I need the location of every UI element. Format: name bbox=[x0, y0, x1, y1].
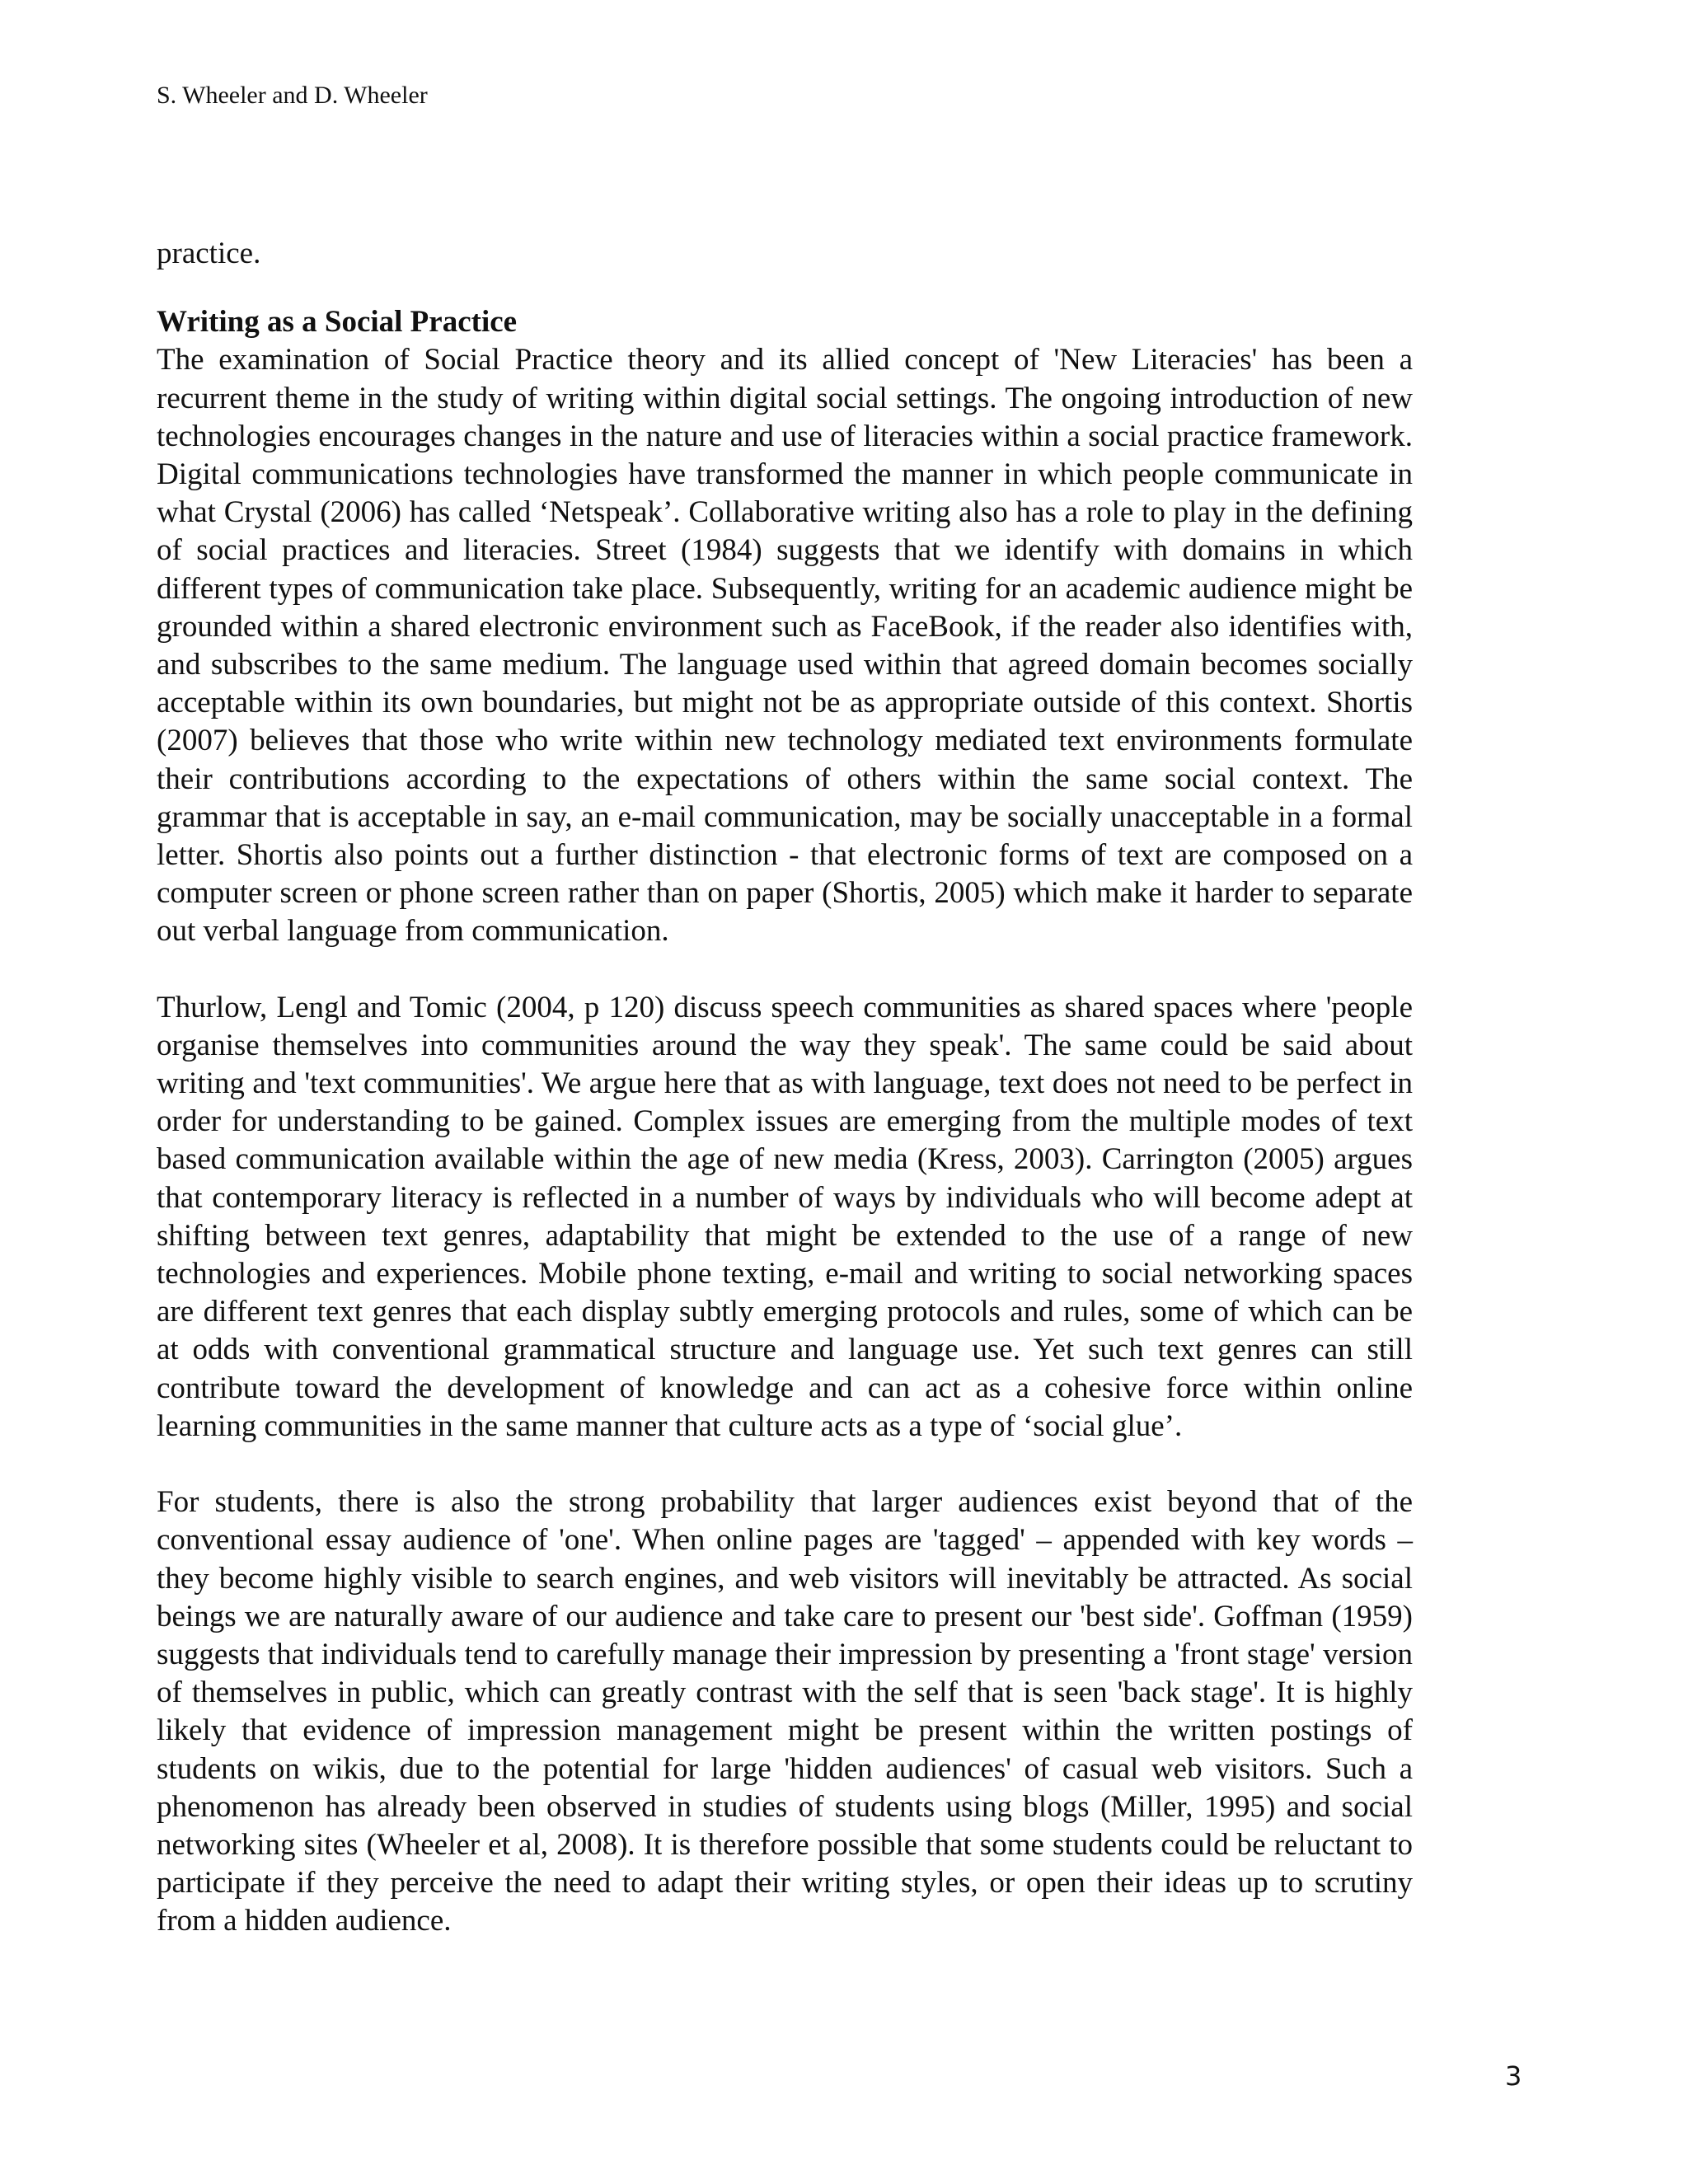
section-heading: Writing as a Social Practice bbox=[157, 305, 518, 340]
page-number: 3 bbox=[1505, 2060, 1522, 2092]
running-head: S. Wheeler and D. Wheeler bbox=[157, 82, 428, 109]
carry-over-text: practice. bbox=[157, 237, 261, 270]
paragraph-2: Thurlow, Lengl and Tomic (2004, p 120) discuss speech communities as shared spaces where 'people organise themselves into communities around the way they speak'. The same could be said about writing and 'text communities'. We argue here that as with language, text does not need to be perfect in order for understanding to be gained. Complex issues are emerging from the multiple modes of text based communication available within the age of new media (Kress, 2003). Carrington (2005) argues that contemporary literacy is reflected in a number of ways by individuals who will become adept at shifting between text genres, adaptability that might be extended to the use of a range of new technologies and experiences. Mobile phone texting, e-mail and writing to social networking spaces are different text genres that each display subtly emerging protocols and rules, some of which can be at odds with conventional grammatical structure and language use. Yet such text genres can still contribute toward the development of knowledge and can act as a cohesive force within online learning communities in the same manner that culture acts as a type of ‘social glue’. bbox=[157, 990, 1413, 1443]
paragraph-1: The examination of Social Practice theory and its allied concept of 'New Literacies' has been a recurrent theme in the study of writing within digital social settings. The ongoing introduction of new technologies encourages changes in the nature and use of literacies within a social practice framework. Digital communications technologies have transformed the manner in which people communicate in what Crystal (2006) has called ‘Netspeak’. Collaborative writing also has a role to play in the defining of social practices and literacies. Street (1984) suggests that we identify with domains in which different types of communication take place. Subsequently, writing for an academic audience might be grounded within a shared electronic environment such as FaceBook, if the reader also identifies with, and subscribes to the same medium. The language used within that agreed domain becomes socially acceptable within its own boundaries, but might not be as appropriate outside of this context. Shortis (2007) believes that those who write within new technology mediated text environments formulate their contributions according to the expectations of others within the same social context. The grammar that is acceptable in say, an e-mail communication, may be socially unacceptable in a formal letter. Shortis also points out a further distinction - that electronic forms of text are composed on a computer screen or phone screen rather than on paper (Shortis, 2005) which make it harder to separate out verbal language from communication. bbox=[157, 343, 1413, 949]
page-body bbox=[157, 235, 1413, 1941]
paragraph-3: For students, there is also the strong probability that larger audiences exist beyond that of the conventional essay audience of 'one'. When online pages are 'tagged' – appended with key words – they become highly visible to search engines, and web visitors will inevitably be attracted. As social beings we are naturally aware of our audience and take care to present our 'best side'. Goffman (1959) suggests that individuals tend to carefully manage their impression by presenting a 'front stage' version of themselves in public, which can greatly contrast with the self that is seen 'back stage'. It is highly likely that evidence of impression management might be present within the written postings of students on wikis, due to the potential for large 'hidden audiences' of casual web visitors. Such a phenomenon has already been observed in studies of students using blogs (Miller, 1995) and social networking sites (Wheeler et al, 2008). It is therefore possible that some students could be reluctant to participate if they perceive the need to adapt their writing styles, or open their ideas up to scrutiny from a hidden audience. bbox=[157, 1485, 1413, 1938]
